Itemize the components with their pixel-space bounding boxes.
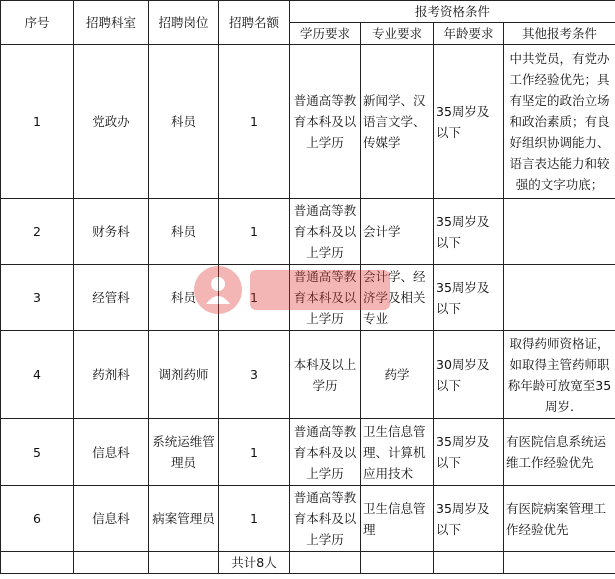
cell-dept: 信息科	[74, 486, 149, 552]
header-count: 招聘名额	[219, 1, 290, 45]
cell-age: 35周岁及以下	[434, 199, 504, 265]
cell-count: 1	[219, 265, 290, 331]
total-empty-cell	[504, 552, 615, 574]
header-qualifications: 报考资格条件	[290, 1, 615, 23]
cell-count: 1	[219, 199, 290, 265]
cell-age: 35周岁及以下	[434, 486, 504, 552]
cell-major: 药学	[361, 331, 434, 419]
header-dept: 招聘科室	[74, 1, 149, 45]
cell-dept: 党政办	[74, 45, 149, 199]
total-row	[1, 552, 615, 574]
total-empty-cell	[149, 552, 219, 574]
total-count: 共计8人	[219, 552, 290, 574]
cell-position: 调剂药师	[149, 331, 219, 419]
header-index: 序号	[1, 1, 74, 45]
cell-major: 卫生信息管理、计算机应用技术	[361, 419, 434, 486]
cell-education: 本科及以上学历	[290, 331, 361, 419]
total-empty-cell	[434, 552, 504, 574]
cell-other	[504, 265, 615, 331]
cell-education: 普通高等教育本科及以上学历	[290, 486, 361, 552]
table-row	[1, 199, 615, 265]
header-other: 其他报考条件	[504, 23, 615, 45]
cell-other: 有医院信息系统运维工作经验优先	[504, 419, 615, 486]
cell-education: 普通高等教育本科及以上学历	[290, 419, 361, 486]
cell-age: 35周岁及以下	[434, 45, 504, 199]
cell-dept: 药剂科	[74, 331, 149, 419]
cell-education: 普通高等教育本科及以上学历	[290, 199, 361, 265]
cell-index: 4	[1, 331, 74, 419]
header-age: 年龄要求	[434, 23, 504, 45]
table-row	[1, 45, 615, 199]
cell-major: 卫生信息管理	[361, 486, 434, 552]
cell-position: 科员	[149, 45, 219, 199]
table-row	[1, 265, 615, 331]
cell-dept: 财务科	[74, 199, 149, 265]
cell-education: 普通高等教育本科及以上学历	[290, 265, 361, 331]
cell-other	[504, 199, 615, 265]
cell-position: 系统运维管理员	[149, 419, 219, 486]
cell-count: 1	[219, 486, 290, 552]
cell-position: 科员	[149, 199, 219, 265]
total-empty-cell	[290, 552, 361, 574]
total-empty-cell	[1, 552, 74, 574]
cell-age: 35周岁及以下	[434, 265, 504, 331]
cell-major: 新闻学、汉语言文学、传媒学	[361, 45, 434, 199]
cell-major: 会计学	[361, 199, 434, 265]
cell-count: 1	[219, 45, 290, 199]
table-row	[1, 486, 615, 552]
cell-other: 中共党员，有党办工作经验优先；具有坚定的政治立场和政治素质；有良好组织协调能力、语言表达能力和较强的文字功底；	[504, 45, 615, 199]
cell-index: 5	[1, 419, 74, 486]
table-row	[1, 331, 615, 419]
header-position: 招聘岗位	[149, 1, 219, 45]
cell-position: 科员	[149, 265, 219, 331]
cell-other: 有医院病案管理工作经验优先	[504, 486, 615, 552]
cell-index: 2	[1, 199, 74, 265]
cell-index: 6	[1, 486, 74, 552]
header-education: 学历要求	[290, 23, 361, 45]
cell-age: 35周岁及以下	[434, 419, 504, 486]
cell-major: 会计学、经济学及相关专业	[361, 265, 434, 331]
cell-dept: 信息科	[74, 419, 149, 486]
total-empty-cell	[74, 552, 149, 574]
cell-index: 1	[1, 45, 74, 199]
cell-position: 病案管理员	[149, 486, 219, 552]
total-empty-cell	[361, 552, 434, 574]
cell-other: 取得药师资格证，如取得主管药师职称年龄可放宽至35周岁.	[504, 331, 615, 419]
cell-age: 30周岁及以下	[434, 331, 504, 419]
cell-count: 3	[219, 331, 290, 419]
cell-count: 1	[219, 419, 290, 486]
cell-education: 普通高等教育本科及以上学历	[290, 45, 361, 199]
cell-index: 3	[1, 265, 74, 331]
table-row	[1, 419, 615, 486]
cell-dept: 经管科	[74, 265, 149, 331]
header-major: 专业要求	[361, 23, 434, 45]
